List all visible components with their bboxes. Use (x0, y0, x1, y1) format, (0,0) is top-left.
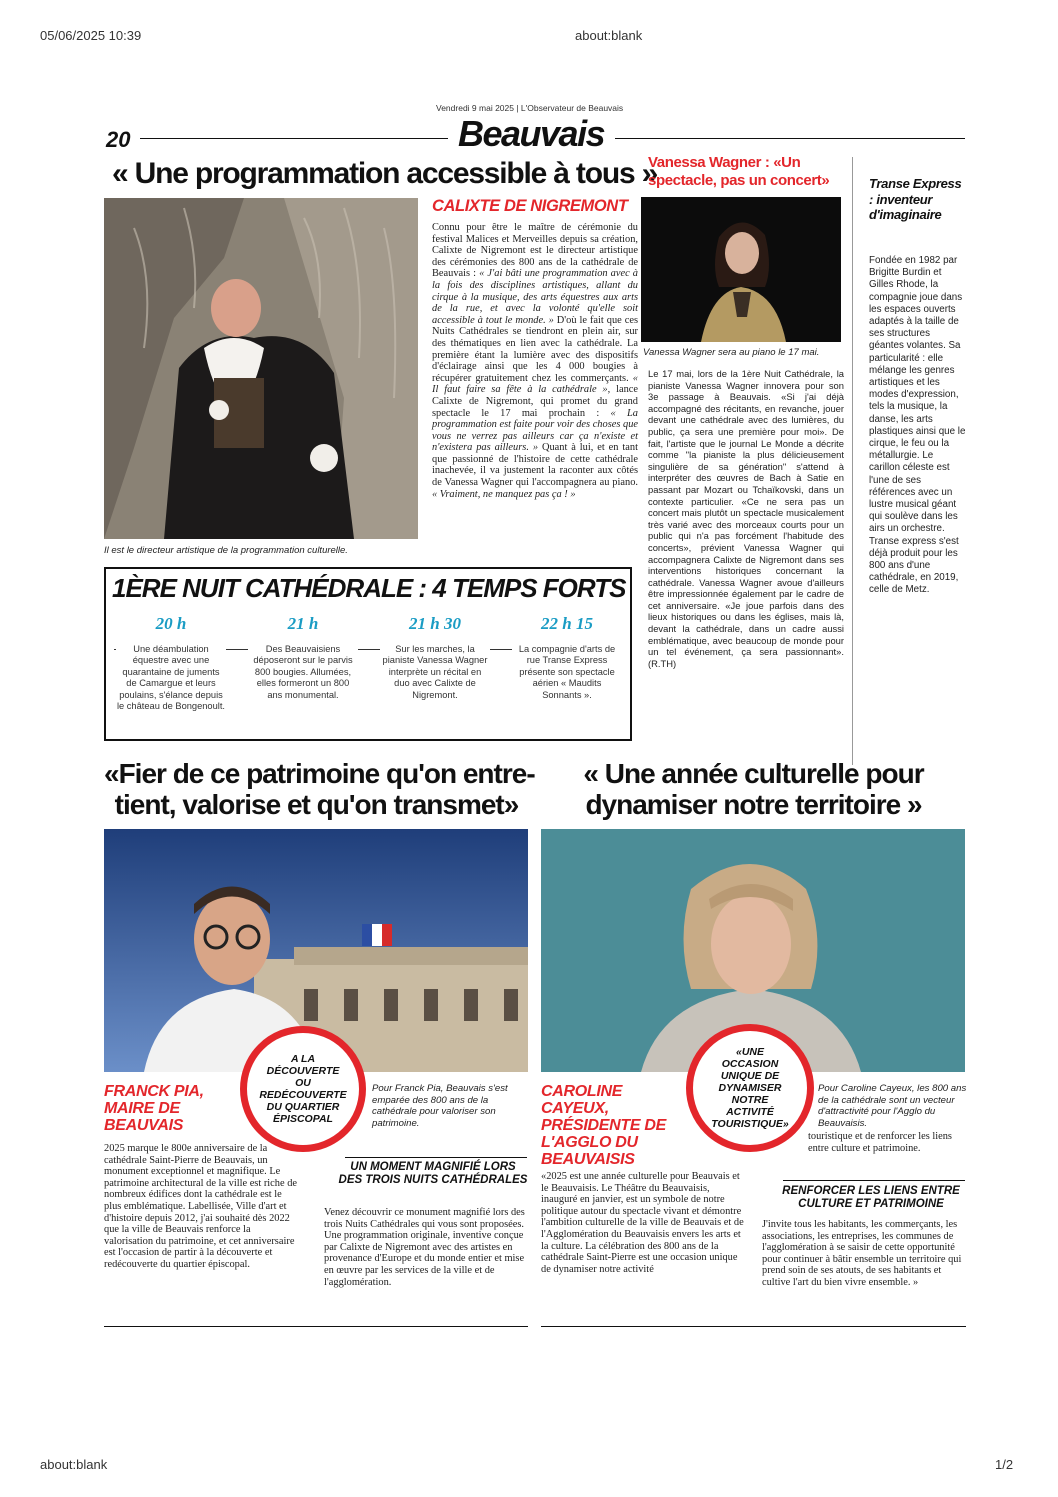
article1-p1: Connu pour être le maître de cérémonie du festival Malices et Merveilles depuis sa création, Calixte de Nigremont est le directeur artistique des cérémonies des 800 ans de la cathédrale de Beauvais : (432, 222, 638, 280)
pia-col2: Venez découvrir ce monument magnifié lors des trois Nuits Cathédrales qui vous sont proposées. Une programmation originale, inventive conçue par Calixte de Nigremont avec des artistes en provenance d'Europe et du monde entier et mise en œuvre par les services de la ville et de l'agglomération. (324, 1207, 525, 1288)
masthead-rule-left (140, 138, 448, 139)
timeline-text-4: La compagnie d'arts de rue Transe Express présente son spectacle aérien « Maudits Sonnants ». (512, 644, 622, 701)
page-number: 20 (106, 127, 131, 152)
column-separator (852, 157, 853, 765)
pia-headline-2: tient, valorise et qu'on transmet» (114, 789, 519, 820)
pia-headline-1: «Fier de ce patrimoine qu'on entre- (104, 758, 535, 789)
cayeux-subhead: RENFORCER LES LIENS ENTRE CULTURE ET PATRIMOINE (782, 1185, 960, 1210)
timeline-time-1: 20 h (155, 614, 187, 633)
cayeux-name: CAROLINE CAYEUX, PRÉSIDENTE DE L'AGGLO DU BEAUVAISIS (541, 1083, 667, 1168)
wagner-caption: Vanessa Wagner sera au piano le 17 mai. (643, 347, 820, 358)
pia-col1: 2025 marque le 800e anniversaire de la cathédrale Saint-Pierre de Beauvais, un monument exceptionnel et magnifique. Le patrimoine architectural de la ville est riche de nombreux édifices dont la cathédrale est le plus emblématique. Labellisée, Ville d'art et d'histoire depuis 2012, j'ai souhaité dès 2022 que la ville de Beauvais renforce la valorisation du patrimoine, et cet anniversaire est l'occasion de partir à la découverte et redécouverte du quartier épiscopal. (104, 1143, 298, 1270)
pia-intro: Pour Franck Pia, Beauvais s'est emparée des 800 ans de la cathédrale pour valoriser son patrimoine. (372, 1083, 508, 1129)
article1-p3: D'où le fait que ces Nuits Cathédrales se tiendront en plein air, sur des thématiques en lien avec la cathédrale. La première étant la lumière avec des dispositifs d'éclairage ainsi que les 4 000 bougies à récupérer gratuitement chez les commerçants. (432, 314, 638, 384)
print-title: about:blank (575, 28, 643, 43)
timeline-text-3: Sur les marches, la pianiste Vanessa Wagner interprète un récital en duo avec Calixte de Nigremont. (380, 644, 490, 701)
wagner-photo (641, 197, 841, 342)
timeline-time-4: 22 h 15 (541, 614, 593, 633)
article1-kicker: CALIXTE DE NIGREMONT (432, 197, 628, 215)
cayeux-col2: J'invite tous les habitants, les commerçants, les associations, les entreprises, les communes de l'agglomération à se saisir de cette opportunité pour continuer à bâtir ensemble un territoire qui prend soin de ses atouts, de ses habitants et cultive l'art du bien vivre ensemble. » (762, 1219, 962, 1288)
pia-quote-bubble: A LA DÉCOUVERTE OU REDÉCOUVERTE DU QUARTIER ÉPISCOPAL (240, 1026, 366, 1152)
cayeux-col1: «2025 est une année culturelle pour Beauvais et le Beauvaisis. Le Théâtre du Beauvaisis, inauguré en janvier, est un symbole de notre politique autour du spectacle vivant et démontre l'ambition culturelle de la ville de Beauvais et de l'Agglomération du Beauvaisis envers les arts et la culture. La célébration des 800 ans de la cathédrale Saint-Pierre est une occasion unique de dynamiser notre activité (541, 1171, 744, 1275)
pia-name: FRANCK PIA, MAIRE DE BEAUVAIS (104, 1083, 204, 1134)
cayeux-headline-1: « Une année culturelle pour (583, 758, 924, 789)
article1-p6: « La programmation est faite pour voir des choses que vous ne verrez pas ailleurs car ça n'existe et n'existera pas ailleurs. » (432, 407, 638, 454)
section-title: Beauvais (458, 113, 605, 154)
timeline-text-2: Des Beauvaisiens déposeront sur le parvis 800 bougies. Allumées, elles formeront un 800 ans monumental. (248, 644, 358, 701)
article1-headline: « Une programmation accessible à tous » (112, 157, 658, 190)
article1-p5: lance Calixte de Nigremont, qui promet du grand spectacle le 17 mai prochain : (432, 384, 638, 419)
wagner-text: Le 17 mai, lors de la 1ère Nuit Cathédrale, la pianiste Vanessa Wagner innovera pour son 3e passage à Beauvais. «Si j'ai déjà accompagné des récitants, en revanche, jouer devant une cathédrale avec des lumières, du public, ça sera une première pour moi». De fait, l'artiste que le journal Le Monde a décrite comme "la pianiste la plus délicieusement singulière de sa génération" s'attend à interpréter des œuvres de Bach à Satie en passant par Mozart ou Tchaïkovski, dans un contexte particulier. «Ce ne sera pas un concert mais plutôt un spectacle musicalement très varié avec des morceaux courts pour un public qui n'a pas forcément l'habitude des concerts», prévient Vanessa Wagner qui accompagnera Calixte de Nigremont dans ses interventions historiques concernant la cathédrale. Vanessa Wagner avoue d'ailleurs être impressionnée également par le cadre de cet anniversaire. «Je joue parfois dans des lieux historiques ou dans les églises, mais là, devant la cathédrale, dans un cadre aussi emblématique, avec beaucoup de monde pour un tel événement, ça sera passionnant». (R.TH) (648, 368, 844, 669)
cayeux-intro: Pour Caroline Cayeux, les 800 ans de la cathédrale sont un vecteur d'attractivité pour l'Agglo du Beauvaisis. (818, 1083, 967, 1129)
article1-p2: « J'ai bâti une programmation avec à la fois des disciplines artistiques, allant du cirque à la musique, des arts équestres aux arts de la rue, et avec la volonté qu'elle soit accessible à tout le monde. » (432, 268, 638, 326)
cayeux-intro-cont: touristique et de renforcer les liens entre culture et patrimoine. (808, 1131, 952, 1154)
pia-subhead-rule (345, 1157, 527, 1158)
wagner-headline: Vanessa Wagner : «Un spectacle, pas un concert» (648, 154, 830, 189)
cayeux-quote-bubble: «UNE OCCASION UNIQUE DE DYNAMISER NOTRE ACTIVITÉ TOURISTIQUE» (686, 1024, 814, 1152)
article1-p7: Quant à lui, et en tant que passionné de l'histoire de cette cathédrale inachevée, il va justement la raconter aux côtés de Vanessa Wagner qui l'accompagnera au piano. (432, 442, 638, 489)
print-datetime: 05/06/2025 10:39 (40, 28, 142, 43)
calixte-photo (104, 198, 418, 539)
masthead-rule-right (615, 138, 965, 139)
timeline-time-3: 21 h 30 (409, 614, 461, 633)
pia-bottom-rule (104, 1326, 528, 1327)
cayeux-bottom-rule (541, 1326, 966, 1327)
timeline-time-2: 21 h (287, 614, 319, 633)
timeline-text-1: Une déambulation équestre avec une quarantaine de juments de Camargue et leurs poulains, s'élance depuis le château de Bongenoult. (116, 644, 226, 712)
timeline-title: 1ÈRE NUIT CATHÉDRALE : 4 TEMPS FORTS (112, 573, 626, 603)
article1-caption: Il est le directeur artistique de la programmation culturelle. (104, 545, 348, 556)
article1-p4: « Il faut faire sa fête à la cathédrale », (432, 372, 638, 396)
cayeux-headline-2: dynamiser notre territoire » (585, 789, 922, 820)
cayeux-subhead-rule (783, 1180, 965, 1181)
pia-subhead: UN MOMENT MAGNIFIÉ LORS DES TROIS NUITS CATHÉDRALES (338, 1161, 528, 1186)
print-footer-url: about:blank (40, 1457, 108, 1472)
timeline-box (104, 567, 632, 741)
transe-headline: Transe Express : inventeur d'imaginaire (869, 176, 962, 222)
article1-body (432, 222, 638, 500)
dateline: Vendredi 9 mai 2025 | L'Observateur de Beauvais (436, 103, 624, 113)
transe-text: Fondée en 1982 par Brigitte Burdin et Gilles Rhode, la compagnie joue dans les espaces ouverts adaptés à la taille de ses structures géantes volantes. Sa particularité : elle mélange les genres artistiques et les modes d'expression, tels la musique, la danse, les arts plastiques ainsi que le cirque, le feu ou la métallurgie. Le carillon céleste est l'une de ses références avec un lustre musical géant qui soulève dans les airs un orchestre. Transe express s'est déjà produit pour les 800 ans d'une cathédrale, en 2019, celle de Metz. (869, 255, 966, 596)
article1-p8: « Vraiment, ne manquez pas ça ! » (432, 488, 576, 500)
print-page-count: 1/2 (995, 1457, 1014, 1472)
